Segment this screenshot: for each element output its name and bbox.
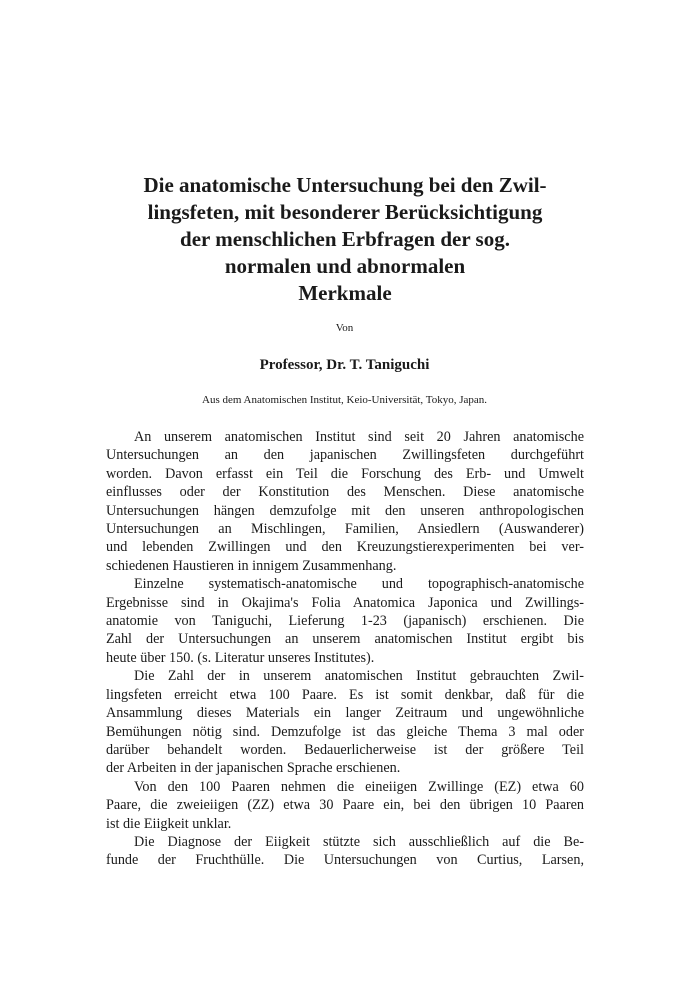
paragraph-line: heute über 150. (s. Literatur unseres Institutes).	[106, 649, 375, 666]
title-line: normalen und abnormalen	[224, 254, 466, 278]
paragraph-line: Bemühungen nötig sind. Demzufolge ist das gleiche Thema 3 mal oder	[106, 723, 584, 740]
paragraph-line: Paare, die zweieiigen (ZZ) etwa 30 Paare ein, bei den übrigen 10 Paaren	[106, 797, 584, 814]
paragraph-line: funde der Fruchthülle. Die Untersuchungen von Curtius, Larsen,	[106, 852, 584, 869]
paragraph-line: An unserem anatomischen Institut sind seit 20 Jahren anatomische	[134, 429, 584, 445]
paragraph-line: darüber behandelt worden. Bedauerlicherweise ist der größere Teil	[106, 741, 584, 758]
title-line: Merkmale	[298, 281, 392, 305]
paragraph-line: der Arbeiten in der japanischen Sprache erschienen.	[106, 760, 401, 777]
paragraph-line: Die Diagnose der Eiigkeit stützte sich ausschließlich auf die Be-	[134, 833, 584, 850]
paragraph-line: schiedenen Haustieren in innigem Zusammenhang.	[106, 557, 397, 574]
paragraph-line: einflusses oder der Konstitution des Menschen. Diese anatomische	[106, 484, 584, 501]
byline-von: Von	[335, 322, 354, 334]
title-line: der menschlichen Erbfragen der sog.	[180, 227, 510, 251]
author-name: Professor, Dr. T. Taniguchi	[259, 357, 430, 373]
paragraph-line: Von den 100 Paaren nehmen die eineiigen Zwillinge (EZ) etwa 60	[134, 778, 584, 795]
paragraph-line: worden. Davon erfasst ein Teil die Forschung des Erb- und Umwelt	[106, 465, 584, 482]
paragraph-line: ist die Eiigkeit unklar.	[106, 815, 232, 832]
title-line: Die anatomische Untersuchung bei den Zwil-	[143, 173, 547, 197]
paragraph-line: Untersuchungen an den japanischen Zwillingsfeten durchgeführt	[106, 447, 584, 464]
paragraph-line: Ergebnisse sind in Okajima's Folia Anatomica Japonica und Zwillings-	[106, 594, 584, 611]
paragraph-line: Untersuchungen hängen demzufolge mit den unseren anthropologischen	[106, 502, 584, 519]
author-affiliation: Aus dem Anatomischen Institut, Keio-Universität, Tokyo, Japan.	[202, 394, 487, 406]
paragraph-line: Einzelne systematisch-anatomische und topographisch-anatomische	[134, 576, 584, 593]
paragraph-line: anatomie von Taniguchi, Lieferung 1-23 (japanisch) erschienen. Die	[106, 613, 584, 630]
title-line: lingsfeten, mit besonderer Berücksichtigung	[147, 200, 543, 224]
body-text	[106, 428, 584, 870]
paragraph-line: Zahl der Untersuchungen an unserem anatomischen Institut ergibt bis	[106, 631, 584, 648]
paragraph-line: Ansammlung dieses Materials ein langer Zeitraum und ungewöhnliche	[106, 705, 584, 722]
paragraph-line: lingsfeten erreicht etwa 100 Paare. Es ist somit denkbar, daß für die	[106, 686, 584, 703]
article-title	[95, 172, 595, 307]
paragraph-line: Untersuchungen an Mischlingen, Familien, Ansiedlern (Auswanderer)	[106, 521, 584, 538]
paragraph-line: und lebenden Zwillingen und den Kreuzungstierexperimenten bei ver-	[106, 539, 584, 556]
paragraph-line: Die Zahl der in unserem anatomischen Institut gebrauchten Zwil-	[134, 668, 584, 685]
